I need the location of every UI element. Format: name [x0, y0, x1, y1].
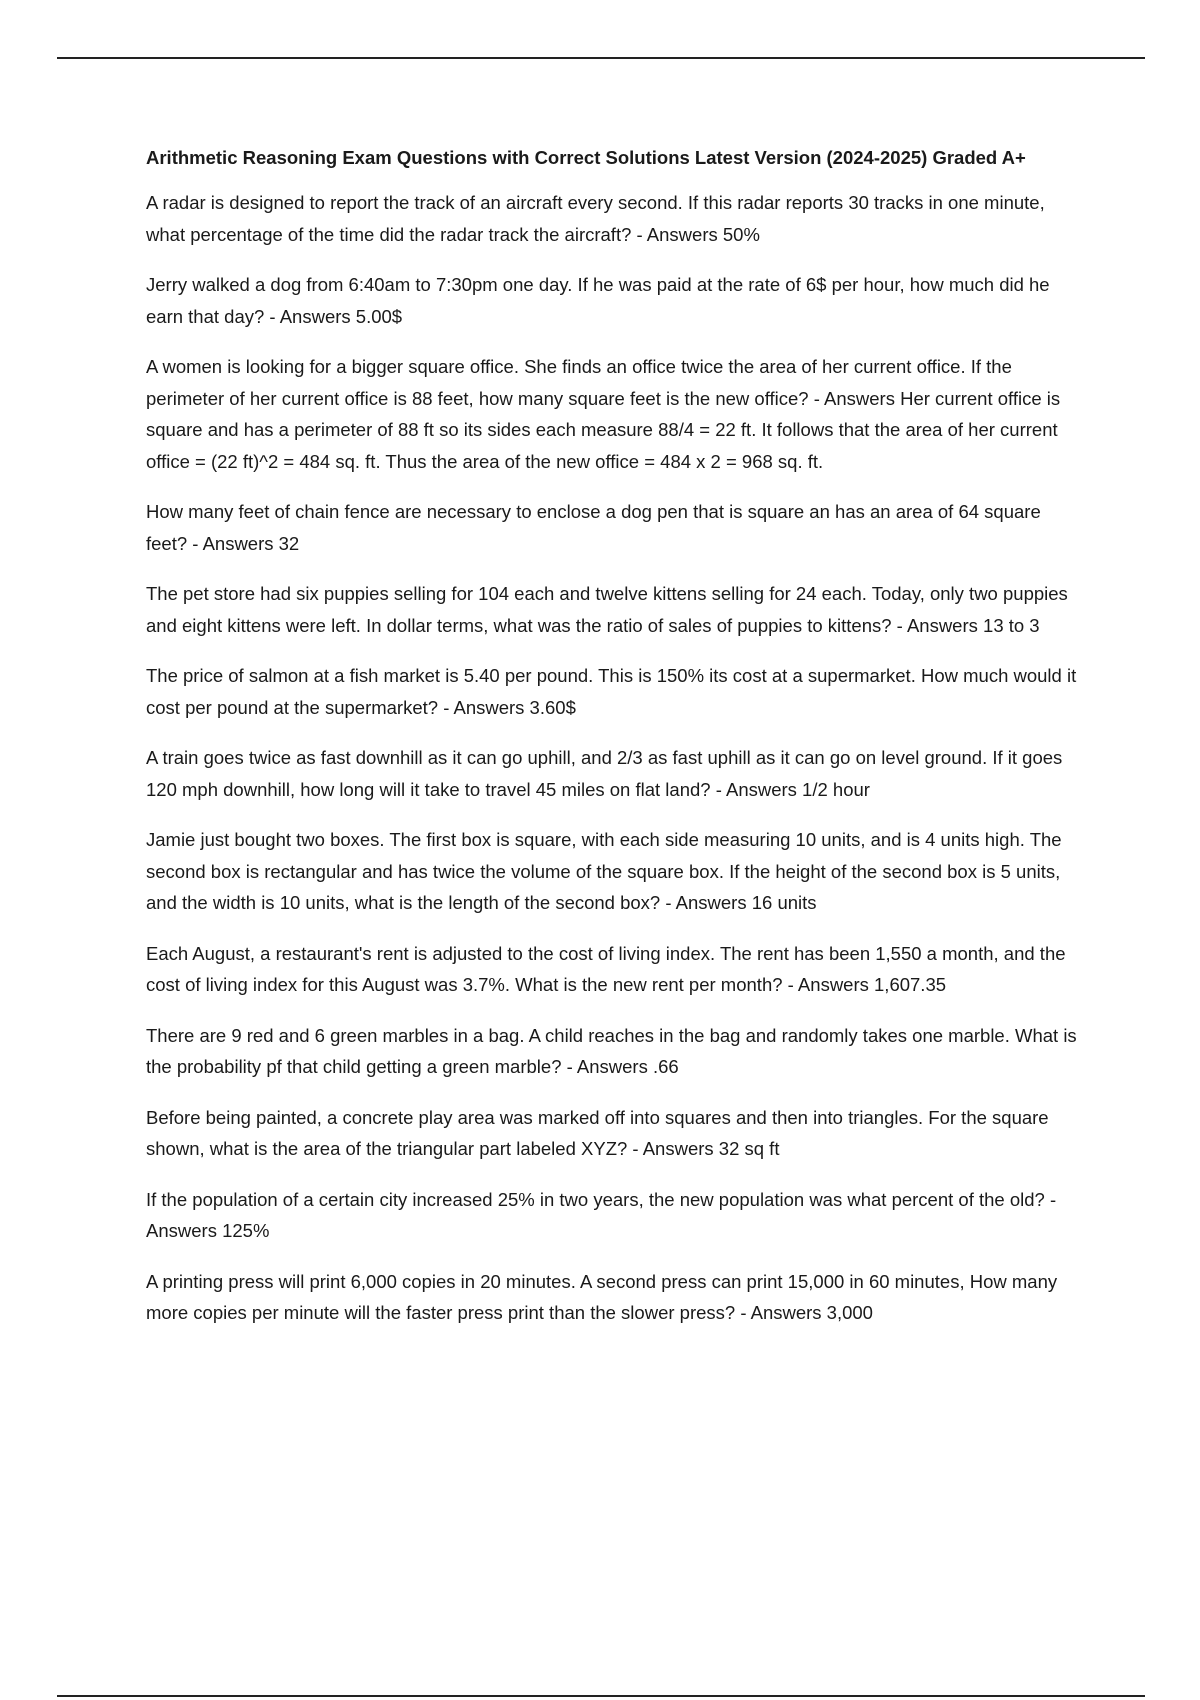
footer-rule: [57, 1695, 1145, 1697]
question-item: How many feet of chain fence are necessary to enclose a dog pen that is square an has an area of 64 square feet? - Answers 32: [146, 501, 1041, 554]
question-item: Before being painted, a concrete play area was marked off into squares and then into triangles. For the square shown, what is the area of the triangular part labeled XYZ? - Answers 32 sq ft: [146, 1106, 1049, 1159]
question-item: The pet store had six puppies selling for 104 each and twelve kittens selling for 24 each. Today, only two puppies and eight kittens were left. In dollar terms, what was the ratio of sales of puppies to kittens? - Answers 13 to 3: [146, 583, 1068, 636]
question-list: [146, 187, 1086, 1329]
question-item: Each August, a restaurant's rent is adjusted to the cost of living index. The rent has been 1,550 a month, and the cost of living index for this August was 3.7%. What is the new rent per month? - Answers 1,607.35: [146, 942, 1066, 995]
question-item: Jamie just bought two boxes. The first box is square, with each side measuring 10 units, and is 4 units high. The second box is rectangular and has twice the volume of the square box. If the height of the second box is 5 units, and the width is 10 units, what is the length of the second box? - Answers 16 units: [146, 829, 1062, 913]
question-item: A printing press will print 6,000 copies in 20 minutes. A second press can print 15,000 in 60 minutes, How many more copies per minute will the faster press print than the slower press? - Answers 3,000: [146, 1270, 1058, 1323]
question-item: If the population of a certain city increased 25% in two years, the new population was what percent of the old? - Answers 125%: [146, 1188, 1057, 1241]
question-item: A train goes twice as fast downhill as it can go uphill, and 2/3 as fast uphill as it can go on level ground. If it goes 120 mph downhill, how long will it take to travel 45 miles on flat land? - Answers 1/2 hour: [146, 747, 1063, 800]
question-item: A women is looking for a bigger square office. She finds an office twice the area of her current office. If the perimeter of her current office is 88 feet, how many square feet is the new office? - Answers Her current office is square and has a perimeter of 88 ft so its sides each measure 88/4 = 22 ft. It follows that the area of her current office = (22 ft)^2 = 484 sq. ft. Thus the area of the new office = 484 x 2 = 968 sq. ft.: [146, 356, 1061, 472]
question-item: There are 9 red and 6 green marbles in a bag. A child reaches in the bag and randomly takes one marble. What is the probability pf that child getting a green marble? - Answers .66: [146, 1024, 1077, 1077]
question-item: A radar is designed to report the track of an aircraft every second. If this radar reports 30 tracks in one minute, what percentage of the time did the radar track the aircraft? - Answers 50%: [146, 192, 1045, 245]
document-title: Arithmetic Reasoning Exam Questions with Correct Solutions Latest Version (2024-2025) Graded A+: [146, 147, 1026, 168]
question-item: Jerry walked a dog from 6:40am to 7:30pm one day. If he was paid at the rate of 6$ per hour, how much did he earn that day? - Answers 5.00$: [146, 274, 1050, 327]
document-body: [146, 142, 1086, 1348]
question-item: The price of salmon at a fish market is 5.40 per pound. This is 150% its cost at a supermarket. How much would it cost per pound at the supermarket? - Answers 3.60$: [146, 665, 1077, 718]
header-rule: [57, 57, 1145, 59]
